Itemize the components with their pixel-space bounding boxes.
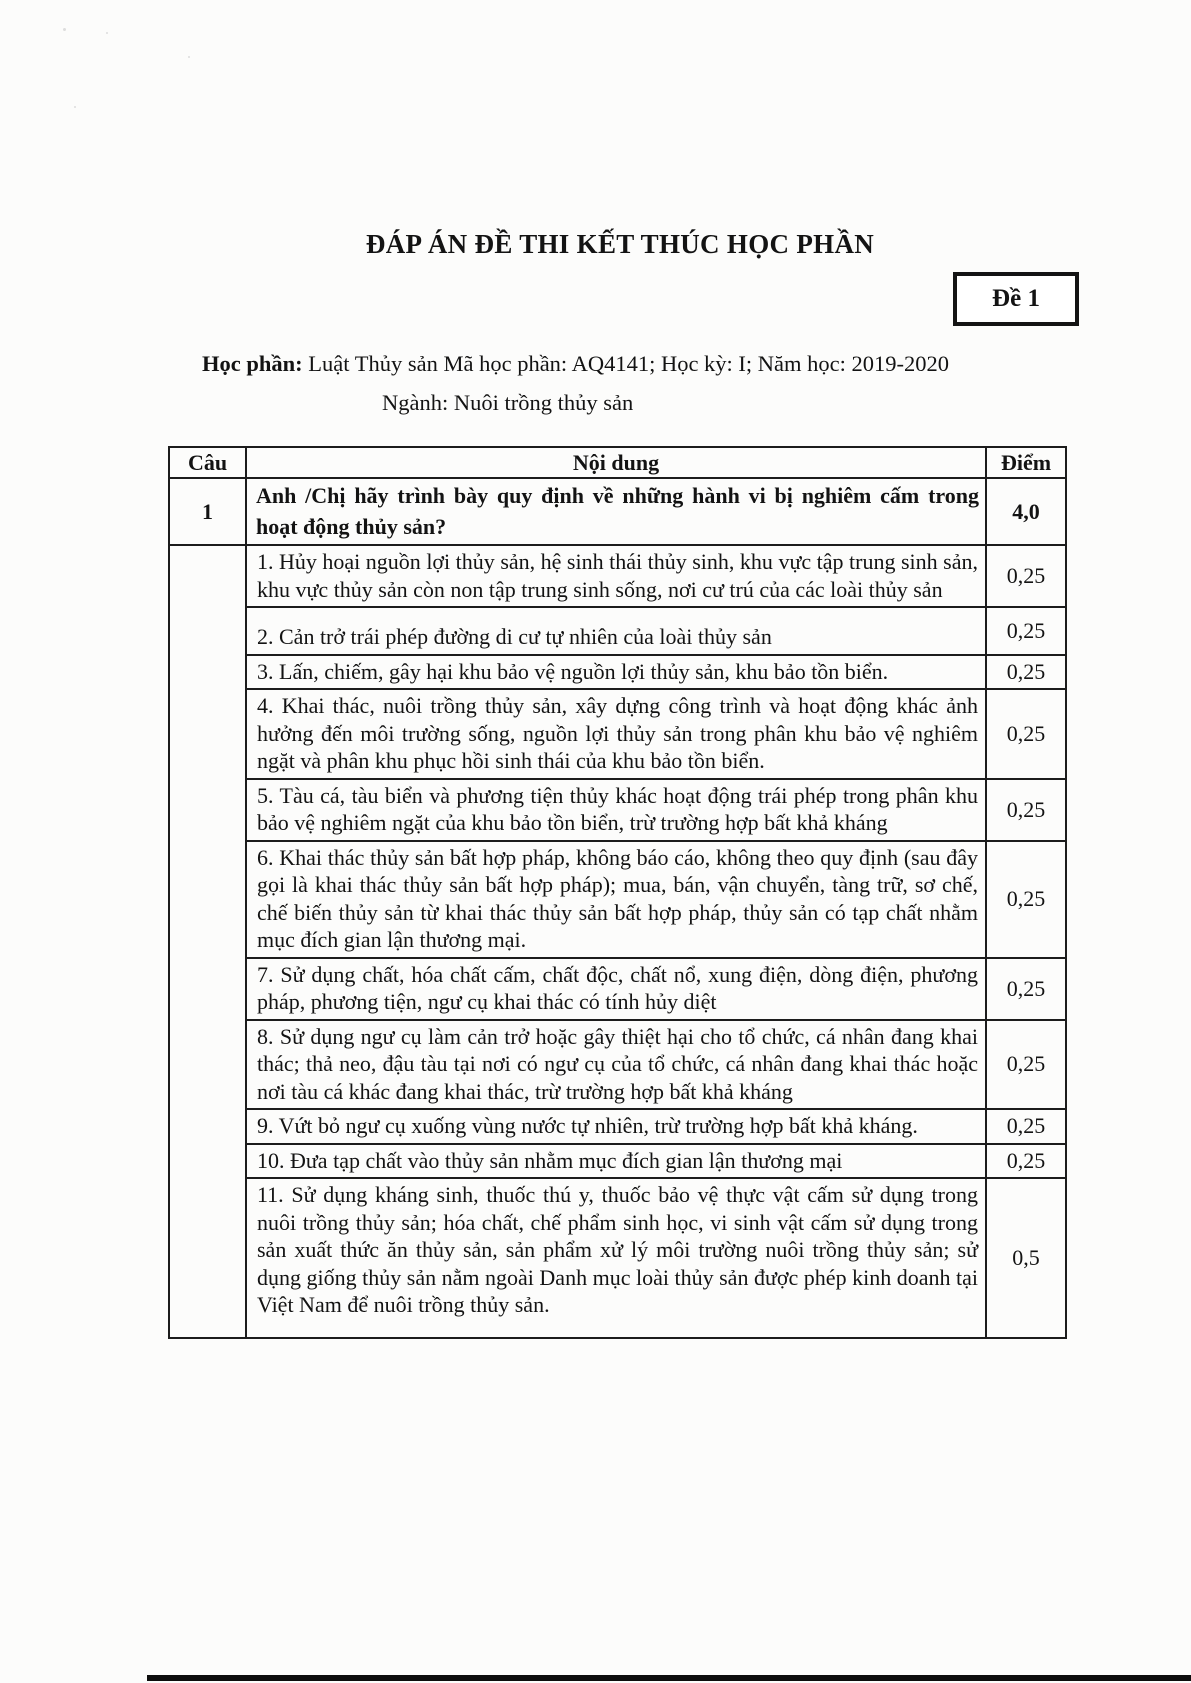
answer-item-row [169,1020,1066,1110]
answer-item-score: 0,25 [986,779,1066,841]
answer-table [168,446,1067,1339]
answer-item-row [169,545,1066,607]
answer-item-score: 0,25 [986,1144,1066,1179]
answer-item-score: 0,25 [986,1109,1066,1144]
header-content-col: Nội dung [246,447,986,478]
answer-item-row [169,655,1066,690]
answer-item-text: 10. Đưa tạp chất vào thủy sản nhằm mục đích gian lận thương mại [246,1144,986,1179]
question-column-spacer [169,545,246,1338]
answer-item-score: 0,25 [986,607,1066,655]
answer-item-text: 1. Hủy hoại nguồn lợi thủy sản, hệ sinh thái thủy sinh, khu vực tập trung sinh sản, khu vực thủy sản còn non tập trung sinh sống, nơi cư trú của các loài thủy sản [246,545,986,607]
answer-items-body [169,545,1066,1338]
answer-item-row [169,841,1066,958]
answer-item-row [169,1109,1066,1144]
answer-item-row [169,689,1066,779]
answer-item-text: 11. Sử dụng kháng sinh, thuốc thú y, thuốc bảo vệ thực vật cấm sử dụng trong nuôi trồng thủy sản; hóa chất, chế phẩm sinh học, vi sinh vật cấm sử dụng trong sản xuất thức ăn thủy sản, sản phẩm xử lý môi trường nuôi trồng thủy sản; sử dụng giống thủy sản nằm ngoài Danh mục loài thủy sản được phép kinh doanh tại Việt Nam để nuôi trồng thủy sản. [246,1178,986,1338]
answer-item-text: 5. Tàu cá, tàu biển và phương tiện thủy khác hoạt động trái phép trong phân khu bảo vệ nghiêm ngặt của khu bảo tồn biển, trừ trường hợp bất khả kháng [246,779,986,841]
answer-item-row [169,779,1066,841]
answer-item-score: 0,25 [986,655,1066,690]
scan-speck [188,56,190,58]
answer-item-row [169,607,1066,655]
scan-speck [106,32,108,34]
answer-item-score: 0,25 [986,545,1066,607]
answer-item-text: 3. Lấn, chiếm, gây hại khu bảo vệ nguồn lợi thủy sản, khu bảo tồn biển. [246,655,986,690]
answer-item-score: 0,5 [986,1178,1066,1338]
answer-item-score: 0,25 [986,1020,1066,1110]
answer-item-score: 0,25 [986,689,1066,779]
answer-item-text: 4. Khai thác, nuôi trồng thủy sản, xây dựng công trình và hoạt động khác ảnh hưởng đến môi trường sống, nguồn lợi thủy sản trong phân khu bảo vệ nghiêm ngặt và phân khu phục hồi sinh thái của khu bảo tồn biển. [246,689,986,779]
scan-speck [63,28,66,31]
answer-item-row [169,1144,1066,1179]
question-row [169,478,1066,545]
answer-item-text: 6. Khai thác thủy sản bất hợp pháp, không báo cáo, không theo quy định (sau đây gọi là khai thác thủy sản bất hợp pháp); mua, bán, vận chuyển, tàng trữ, sơ chế, chế biến thủy sản từ khai thác thủy sản bất hợp pháp, thủy sản có tạp chất nhằm mục đích gian lận thương mại. [246,841,986,958]
answer-item-score: 0,25 [986,841,1066,958]
answer-item-row [169,1178,1066,1338]
major-line: Ngành: Nuôi trồng thủy sản [382,390,634,415]
page-title: ĐÁP ÁN ĐỀ THI KẾT THÚC HỌC PHẦN [365,229,875,259]
answer-item-text: 9. Vứt bỏ ngư cụ xuống vùng nước tự nhiên, trừ trường hợp bất khả kháng. [246,1109,986,1144]
course-info-line [202,351,949,377]
question-text: Anh /Chị hãy trình bày quy định về những hành vi bị nghiêm cấm trong hoạt động thủy sản? [246,478,986,545]
exam-code-box [953,272,1079,326]
question-number: 1 [169,478,246,545]
header-score-col: Điểm [986,447,1066,478]
scan-speck [74,106,76,108]
answer-item-text: 8. Sử dụng ngư cụ làm cản trở hoặc gây thiệt hại cho tổ chức, cá nhân đang khai thác; thả neo, đậu tàu tại nơi có ngư cụ của tổ chức, cá nhân đang khai thác hoặc nơi tàu cá khác đang khai thác, trừ trường hợp bất khả kháng [246,1020,986,1110]
table-header-row [169,447,1066,478]
course-label: Học phần: [202,351,303,376]
header-question-col: Câu [169,447,246,478]
exam-code-label: Đề 1 [992,285,1040,312]
answer-item-text: 2. Cản trở trái phép đường di cư tự nhiên của loài thủy sản [246,607,986,655]
course-text: Luật Thủy sản Mã học phần: AQ4141; Học kỳ: I; Năm học: 2019-2020 [302,351,950,376]
scan-bottom-edge [147,1675,1191,1681]
answer-item-score: 0,25 [986,958,1066,1020]
question-score: 4,0 [986,478,1066,545]
answer-item-row [169,958,1066,1020]
answer-item-text: 7. Sử dụng chất, hóa chất cấm, chất độc, chất nổ, xung điện, dòng điện, phương pháp, phương tiện, ngư cụ khai thác có tính hủy diệt [246,958,986,1020]
